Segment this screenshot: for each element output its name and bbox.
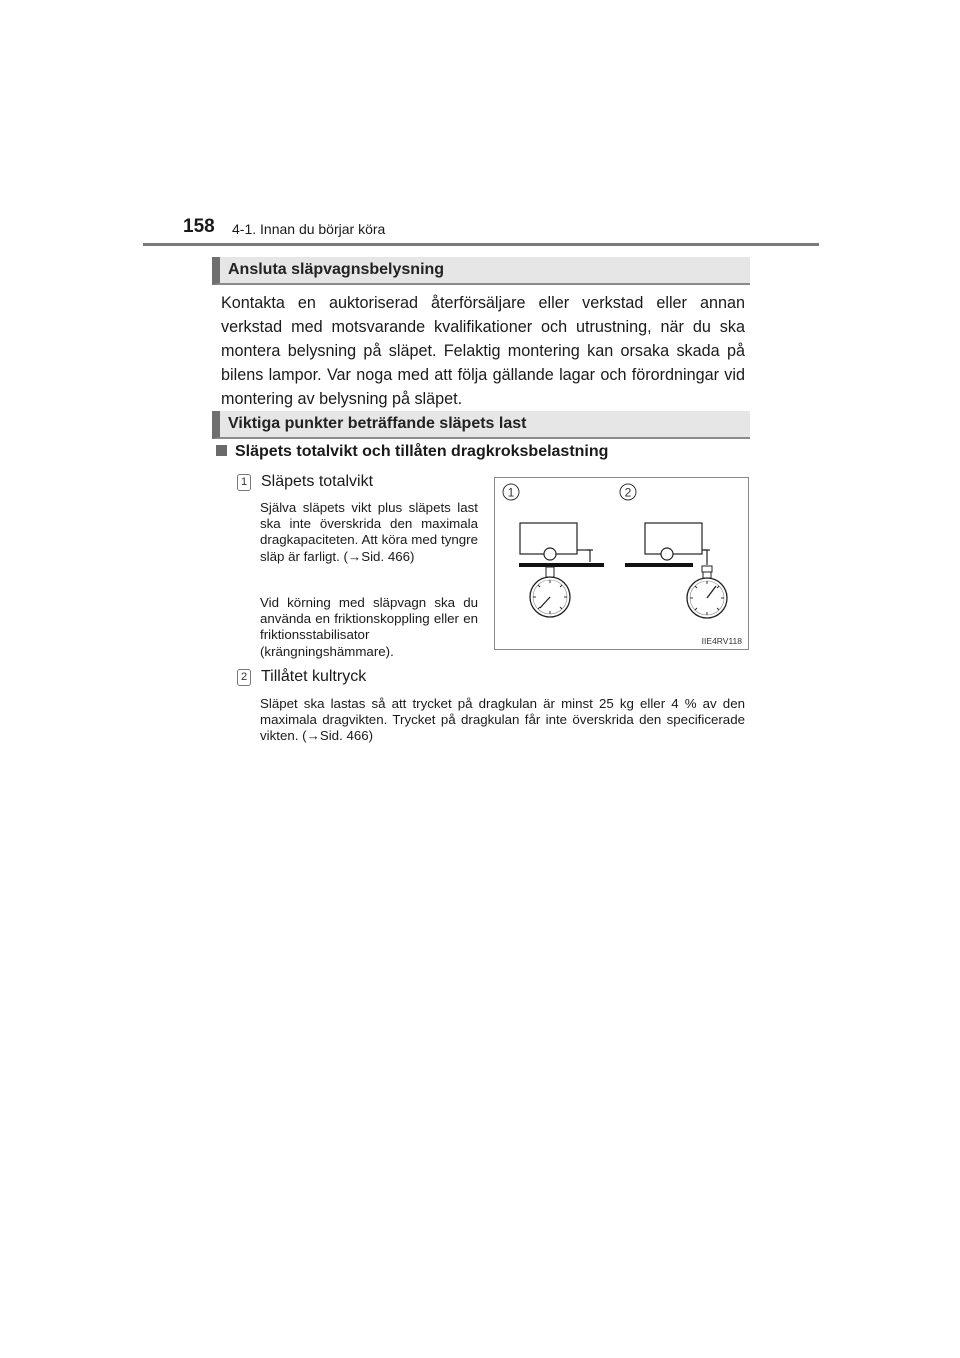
square-bullet-icon [216, 445, 227, 456]
item-title: Släpets totalvikt [261, 473, 374, 490]
section-bar-load [212, 411, 750, 439]
item-paragraph: Släpet ska lastas så att trycket på dragkulan är minst 25 kg eller 4 % av den maximala dragvikten. Trycket på dragkulan får inte överskrida den specificerade vikten. (→Sid. 466) [260, 696, 745, 744]
section-title: Viktiga punkter beträffande släpets last [228, 415, 527, 432]
svg-text:1: 1 [507, 485, 515, 500]
trailer-total-weight-drawing [519, 523, 604, 617]
figure-code: IIE4RV118 [701, 636, 742, 646]
item-number-badge: 1 [237, 474, 251, 491]
section-bar-lighting [212, 257, 750, 285]
tongue-weight-drawing [625, 523, 727, 618]
header-rule [143, 243, 819, 246]
item-paragraph: Vid körning med släpvagn ska du använda en friktionskoppling eller en friktionsstabilisator (krängningshämmare). [260, 595, 478, 659]
figure-label-1 [503, 484, 519, 500]
trailer-weight-diagram [495, 478, 748, 649]
item-paragraph: Själva släpets vikt plus släpets last ska inte överskrida den maximala dragkapaciteten. Att köra med tyngre släp är farligt. (→Sid. 466) [260, 500, 478, 564]
page-number: 158 [183, 216, 215, 237]
figure-label-2 [620, 484, 636, 500]
svg-text:2: 2 [624, 485, 632, 500]
item-title: Tillåtet kultryck [261, 668, 367, 685]
trailer-weight-figure [494, 477, 749, 650]
running-header: 4-1. Innan du börjar köra [232, 221, 386, 237]
sub-heading-text: Släpets totalvikt och tillåten dragkroksbelastning [235, 443, 609, 460]
section-title: Ansluta släpvagnsbelysning [228, 261, 445, 278]
sub-heading [216, 443, 608, 461]
body-paragraph: Kontakta en auktoriserad återförsäljare eller verkstad eller annan verkstad med motsvarande kvalifikationer och utrustning, när du ska montera belysning på släpet. Felaktig montering kan orsaka skada på bilens lampor. Var noga med att följa gällande lagar och förordningar vid montering av belysning på släpet. [221, 294, 745, 408]
item-number-badge: 2 [237, 669, 251, 686]
